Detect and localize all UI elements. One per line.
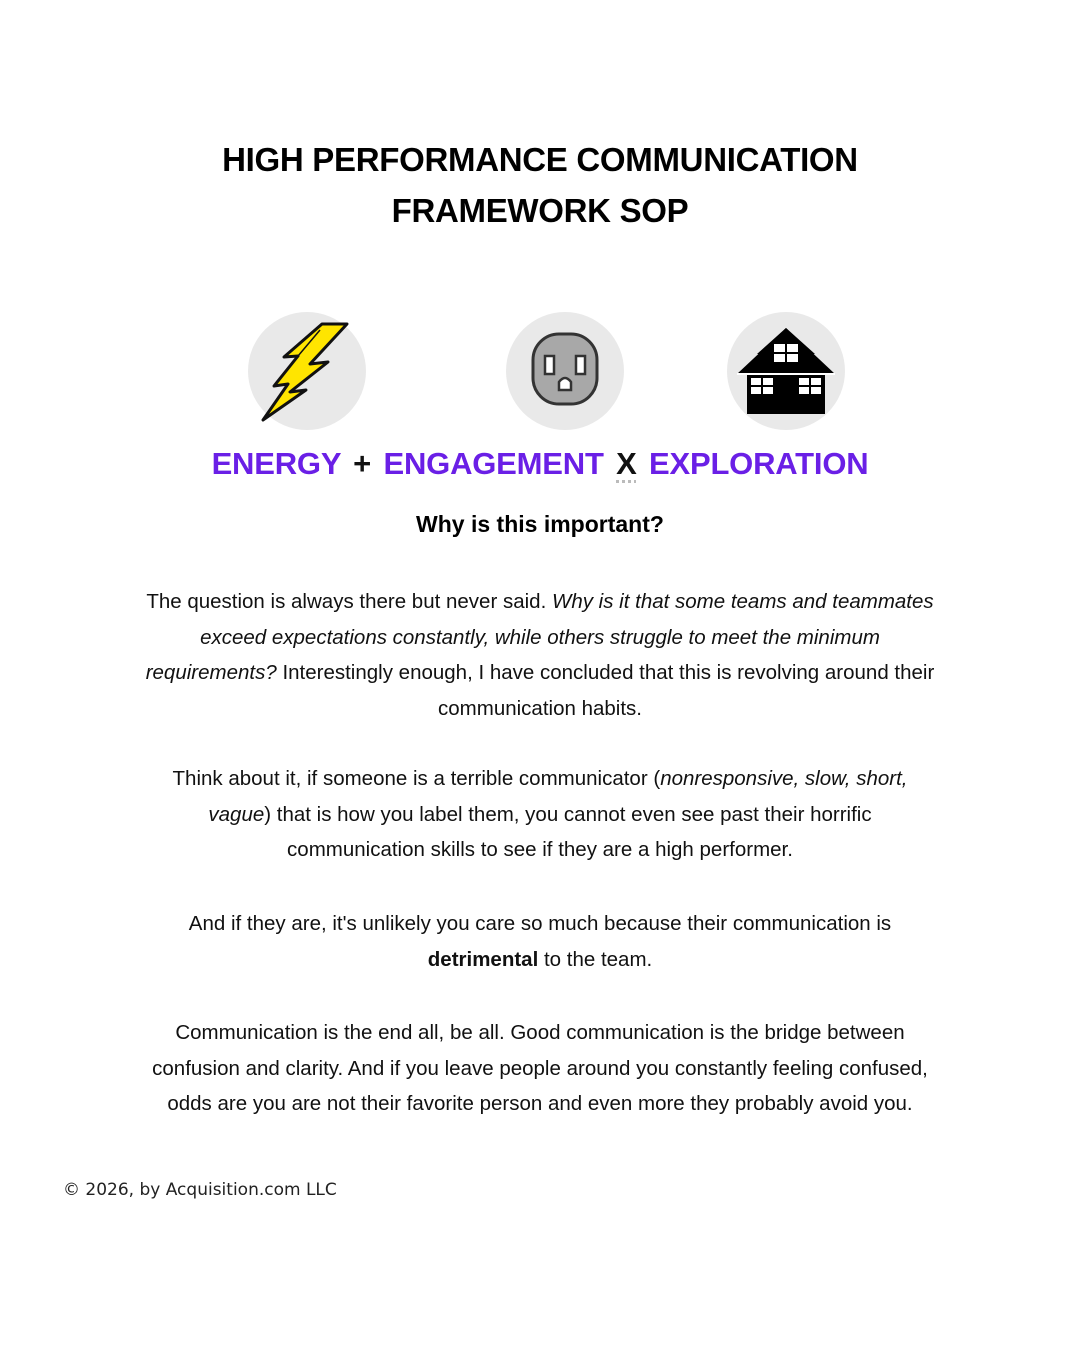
- copyright-footer: © 2026, by Acquisition.com LLC: [63, 1180, 337, 1200]
- paragraph-2: Think about it, if someone is a terrible communicator (nonresponsive, slow, short, vague) that is how you label them, you cannot even see past their horrific communication skills to see if they are a high performer.: [172, 767, 908, 861]
- icon-row: [0, 312, 1080, 432]
- title-line-2: FRAMEWORK SOP: [391, 192, 689, 229]
- section-heading: Why is this important?: [416, 511, 664, 537]
- formula-term-energy: ENERGY: [211, 446, 341, 481]
- title-line-1: HIGH PERFORMANCE COMMUNICATION: [222, 141, 858, 178]
- house-icon: [727, 312, 845, 430]
- lightning-bolt-icon: [248, 312, 366, 430]
- paragraph-1: The question is always there but never said. Why is it that some teams and teammates exceed expectations constantly, while others struggle to meet the minimum requirements? Interestingly enough, I have concluded that this is revolving around their communication habits.: [145, 590, 935, 720]
- power-outlet-icon: [506, 312, 624, 430]
- formula-term-exploration: EXPLORATION: [649, 446, 869, 481]
- paragraph-4: Communication is the end all, be all. Good communication is the bridge between confusion and clarity. And if you leave people around you constantly feeling confused, odds are you are not their favorite person and even more they probably avoid you.: [152, 1021, 928, 1115]
- page-title: [0, 134, 1080, 236]
- formula-times-operator: X: [616, 446, 637, 481]
- formula-term-engagement: ENGAGEMENT: [383, 446, 604, 481]
- formula-heading: [0, 444, 1080, 484]
- paragraph-3: And if they are, it's unlikely you care so much because their communication is detrimental to the team.: [188, 912, 892, 971]
- formula-plus-operator: +: [353, 446, 372, 481]
